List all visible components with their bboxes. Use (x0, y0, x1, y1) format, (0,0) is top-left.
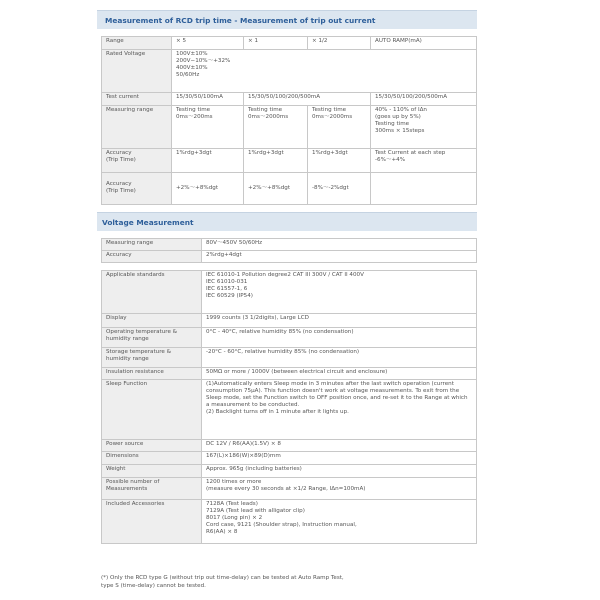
cell: -20°C - 60°C, relative humidity 85% (no condensation) (202, 348, 477, 368)
cell: 15/30/50/100/200/500mA (371, 93, 477, 106)
table-row (102, 314, 477, 328)
row-label: Display (102, 314, 202, 328)
row-label: Insulation resistance (102, 368, 202, 380)
row-label: Test current (102, 93, 172, 106)
table-row (102, 37, 477, 50)
row-label: Included Accessories (102, 500, 202, 544)
table-row (102, 478, 477, 500)
cell: Approx. 965g (including batteries) (202, 465, 477, 478)
cell: 15/30/50/100mA (172, 93, 244, 106)
table-row (102, 106, 477, 149)
table-row (102, 348, 477, 368)
rcd-section-title: Measurement of RCD trip time - Measurement of trip out current (105, 16, 376, 25)
row-label: Applicable standards (102, 271, 202, 314)
table-row (102, 500, 477, 544)
cell: 1%rdg+3dgt (172, 149, 244, 173)
cell: 40% - 110% of IΔn (goes up by 5%) Testing time 300ms × 15steps (371, 106, 477, 149)
row-label: Measuring range (102, 106, 172, 149)
cell: 50MΩ or more / 1000V (between electrical circuit and enclosure) (202, 368, 477, 380)
cell: 1%rdg+3dgt (244, 149, 308, 173)
table-row (102, 93, 477, 106)
row-label: Accuracy (102, 251, 202, 263)
table-row (102, 452, 477, 465)
cell: × 1 (244, 37, 308, 50)
cell: DC 12V / R6(AA)(1.5V) × 8 (202, 440, 477, 452)
table-row (102, 251, 477, 263)
cell: AUTO RAMP(mA) (371, 37, 477, 50)
cell: 1200 times or more (measure every 30 seconds at ×1/2 Range, IΔn=100mA) (202, 478, 477, 500)
cell: +2%〜+8%dgt (172, 173, 244, 205)
voltage-section-title: Voltage Measurement (102, 218, 194, 227)
table-row (102, 380, 477, 440)
footnote: (*) Only the RCD type G (without trip out time-delay) can be tested at Auto Ramp Test, type S (time-delay) cannot be tested. (101, 575, 344, 589)
cell: 15/30/50/100/200/500mA (244, 93, 371, 106)
cell: 7128A (Test leads) 7129A (Test lead with alligator clip) 8017 (Long pin) × 2 Cord case, 9121 (Shoulder strap), Instruction manual, R6(AA) × 8 (202, 500, 477, 544)
table-row (102, 173, 477, 205)
cell: 167(L)×186(W)×89(D)mm (202, 452, 477, 465)
row-label: Operating temperature & humidity range (102, 328, 202, 348)
row-label: Range (102, 37, 172, 50)
cell: 80V〜450V 50/60Hz (202, 239, 477, 251)
row-label: Power source (102, 440, 202, 452)
row-label: Accuracy (Trip Time) (102, 173, 172, 205)
cell: 0°C - 40°C, relative humidity 85% (no condensation) (202, 328, 477, 348)
row-label: Dimensions (102, 452, 202, 465)
cell: × 5 (172, 37, 244, 50)
table-row (102, 328, 477, 348)
row-label: Possible number of Measurements (102, 478, 202, 500)
rcd-section-header (97, 10, 477, 29)
row-label: Storage temperature & humidity range (102, 348, 202, 368)
cell: Testing time 0ms〜2000ms (308, 106, 371, 149)
table-row (102, 149, 477, 173)
rcd-spec-table (101, 36, 477, 205)
cell: -8%〜-2%dgt (308, 173, 371, 205)
table-row (102, 271, 477, 314)
row-label: Rated Voltage (102, 50, 172, 93)
table-row (102, 368, 477, 380)
cell: Test Current at each step -6%〜+4% (371, 149, 477, 173)
cell: 1%rdg+3dgt (308, 149, 371, 173)
general-spec-table (101, 270, 477, 544)
cell: IEC 61010-1 Pollution degree2 CAT III 300V / CAT II 400V IEC 61010-031 IEC 61557-1, 6 IEC 60529 (IP54) (202, 271, 477, 314)
voltage-spec-table (101, 238, 477, 263)
table-row (102, 239, 477, 251)
row-label: Accuracy (Trip Time) (102, 149, 172, 173)
cell: Testing time 0ms〜2000ms (244, 106, 308, 149)
table-row (102, 50, 477, 93)
voltage-section-header (97, 212, 477, 231)
cell: +2%〜+8%dgt (244, 173, 308, 205)
cell: 2%rdg+4dgt (202, 251, 477, 263)
table-row (102, 440, 477, 452)
cell: 1999 counts (3 1/2digits), Large LCD (202, 314, 477, 328)
table-row (102, 465, 477, 478)
cell: Testing time 0ms〜200ms (172, 106, 244, 149)
cell: × 1/2 (308, 37, 371, 50)
cell: (1)Automatically enters Sleep mode in 3 minutes after the last switch operation (current consumption 75μA). This function doesn't work at voltage measurements. To exit from the Sleep mode, set the Function switch to OFF position once, and re-set it to the Range at which a measurement to be conducted. (2) Backlight turns off in 1 minute after it lights up. (202, 380, 477, 440)
row-label: Weight (102, 465, 202, 478)
cell (371, 173, 477, 205)
row-label: Sleep Function (102, 380, 202, 440)
cell: 100V±10% 200V−10%〜+32% 400V±10% 50/60Hz (172, 50, 477, 93)
row-label: Measuring range (102, 239, 202, 251)
